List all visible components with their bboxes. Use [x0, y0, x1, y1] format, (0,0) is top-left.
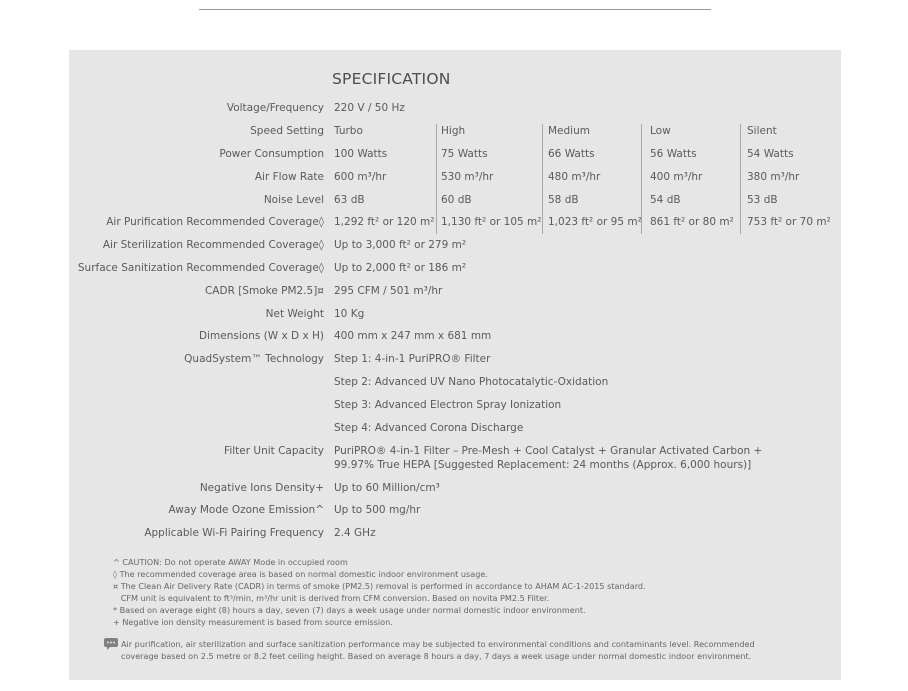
- purification-low: 861 ft² or 80 m²: [650, 216, 734, 228]
- power-high: 75 Watts: [441, 148, 488, 160]
- disclaimer: [121, 638, 755, 662]
- spec-value-ions: Up to 60 Million/cm³: [334, 482, 440, 494]
- spec-label-dimensions: Dimensions (W x D x H): [199, 330, 324, 342]
- spec-value-dimensions: 400 mm x 247 mm x 681 mm: [334, 330, 492, 342]
- spec-label-wifi: Applicable Wi-Fi Pairing Frequency: [144, 527, 324, 539]
- speech-bubble-icon: [104, 638, 118, 650]
- noise-low: 54 dB: [650, 194, 681, 206]
- spec-label-ozone: Away Mode Ozone Emission^: [168, 504, 324, 516]
- spec-label-ions: Negative Ions Density+: [199, 482, 324, 494]
- spec-label-filter: Filter Unit Capacity: [224, 445, 324, 457]
- noise-medium: 58 dB: [548, 194, 579, 206]
- airflow-low: 400 m³/hr: [650, 171, 703, 183]
- spec-value-filter-line1: PuriPRO® 4-in-1 Filter – Pre-Mesh + Cool Catalyst + Granular Activated Carbon +: [334, 445, 763, 457]
- footnote: ◊ The recommended coverage area is based on normal domestic indoor environment usage.: [113, 569, 488, 579]
- disclaimer-line: Air purification, air sterilization and surface sanitization performance may be subjected to environmental conditions and contaminants level. Recommended: [121, 639, 755, 649]
- footnotes: [113, 556, 646, 628]
- spec-value-ozone: Up to 500 mg/hr: [334, 504, 421, 516]
- noise-silent: 53 dB: [747, 194, 778, 206]
- disclaimer-line: coverage based on 2.5 metre or 8.2 feet ceiling height. Based on average 8 hours a day, 7 days a week usage under normal domestic indoor environment.: [121, 651, 752, 661]
- column-divider: [740, 124, 741, 234]
- top-divider: [199, 9, 711, 10]
- airflow-silent: 380 m³/hr: [747, 171, 800, 183]
- power-turbo: 100 Watts: [334, 148, 388, 160]
- airflow-medium: 480 m³/hr: [548, 171, 601, 183]
- quadsystem-step-2: Step 2: Advanced UV Nano Photocatalytic-Oxidation: [334, 376, 609, 388]
- column-divider: [542, 124, 543, 234]
- page-title: SPECIFICATION: [332, 70, 451, 88]
- spec-label-power: Power Consumption: [219, 148, 324, 160]
- column-divider: [436, 124, 437, 234]
- speed-turbo: Turbo: [334, 125, 363, 137]
- speed-high: High: [441, 125, 466, 137]
- power-medium: 66 Watts: [548, 148, 595, 160]
- spec-value-wifi: 2.4 GHz: [334, 527, 376, 539]
- speed-low: Low: [650, 125, 671, 137]
- footnote: ¤ The Clean Air Delivery Rate (CADR) in terms of smoke (PM2.5) removal is performed in accordance to AHAM AC-1-2015 standard.: [113, 581, 646, 591]
- power-low: 56 Watts: [650, 148, 697, 160]
- noise-turbo: 63 dB: [334, 194, 365, 206]
- spec-value-filter-line2: 99.97% True HEPA [Suggested Replacement: 24 months (Approx. 6,000 hours)]: [334, 459, 752, 471]
- spec-label-voltage: Voltage/Frequency: [226, 102, 324, 114]
- spec-label-sanitization: Surface Sanitization Recommended Coverage◊: [77, 262, 324, 274]
- spec-label-cadr: CADR [Smoke PM2.5]¤: [204, 285, 324, 297]
- quadsystem-step-3: Step 3: Advanced Electron Spray Ionization: [334, 399, 562, 411]
- power-silent: 54 Watts: [747, 148, 794, 160]
- airflow-high: 530 m³/hr: [441, 171, 494, 183]
- airflow-turbo: 600 m³/hr: [334, 171, 387, 183]
- footnote: * Based on average eight (8) hours a day, seven (7) days a week usage under normal domestic indoor environment.: [113, 605, 586, 615]
- purification-silent: 753 ft² or 70 m²: [747, 216, 831, 228]
- speed-silent: Silent: [747, 125, 777, 137]
- spec-value-sanitization: Up to 2,000 ft² or 186 m²: [334, 262, 467, 274]
- spec-label-weight: Net Weight: [265, 308, 324, 320]
- spec-value-voltage: 220 V / 50 Hz: [334, 102, 405, 114]
- quadsystem-step-4: Step 4: Advanced Corona Discharge: [334, 422, 524, 434]
- purification-medium: 1,023 ft² or 95 m²: [548, 216, 642, 228]
- purification-turbo: 1,292 ft² or 120 m²: [334, 216, 435, 228]
- purification-high: 1,130 ft² or 105 m²: [441, 216, 542, 228]
- spec-label-speed: Speed Setting: [250, 125, 324, 137]
- footnote: ^ CAUTION: Do not operate AWAY Mode in occupied room: [113, 557, 348, 567]
- spec-value-cadr: 295 CFM / 501 m³/hr: [334, 285, 443, 297]
- speed-medium: Medium: [548, 125, 590, 137]
- spec-value-weight: 10 Kg: [334, 308, 365, 320]
- quadsystem-step-1: Step 1: 4-in-1 PuriPRO® Filter: [334, 353, 491, 365]
- noise-high: 60 dB: [441, 194, 472, 206]
- spec-label-sterilization: Air Sterilization Recommended Coverage◊: [102, 239, 324, 251]
- footnote: + Negative ion density measurement is based from source emission.: [113, 617, 393, 627]
- spec-label-airflow: Air Flow Rate: [254, 171, 324, 183]
- spec-label-purification: Air Purification Recommended Coverage◊: [106, 216, 324, 228]
- footnote: CFM unit is equivalent to ft³/min, m³/hr unit is derived from CFM conversion. Based on novita PM2.5 Filter.: [113, 593, 550, 603]
- spec-label-noise: Noise Level: [263, 194, 324, 206]
- spec-value-sterilization: Up to 3,000 ft² or 279 m²: [334, 239, 467, 251]
- spec-label-quadsystem: QuadSystem™ Technology: [184, 353, 324, 365]
